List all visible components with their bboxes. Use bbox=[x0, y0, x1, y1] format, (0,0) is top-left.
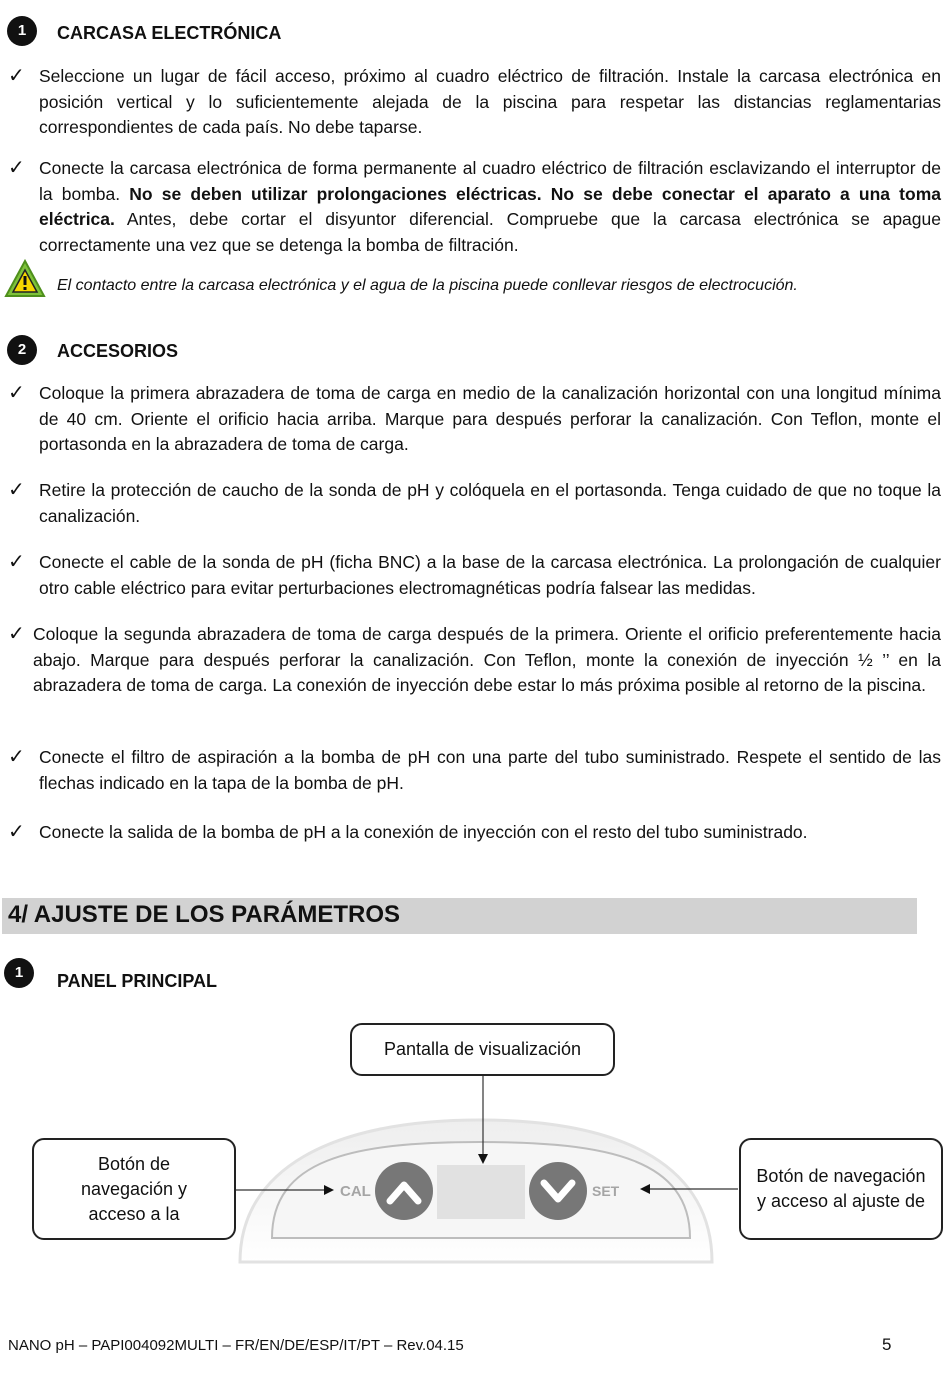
section-title: 4/ AJUSTE DE LOS PARÁMETROS bbox=[8, 901, 401, 928]
down-button bbox=[529, 1162, 587, 1220]
page-number: 5 bbox=[882, 1335, 892, 1354]
check-icon: ✓ bbox=[8, 382, 25, 404]
footer-doc-info: NANO pH – PAPI004092MULTI – FR/EN/DE/ESP/IT/PT – Rev.04.15 bbox=[8, 1337, 464, 1354]
up-button bbox=[375, 1162, 433, 1220]
section-heading: PANEL PRINCIPAL bbox=[57, 971, 218, 991]
section-heading: CARCASA ELECTRÓNICA bbox=[57, 23, 282, 43]
step-number-badge: 1 bbox=[7, 16, 37, 46]
callout-text: Botón de navegación y acceso al ajuste de bbox=[756, 1166, 926, 1211]
check-icon: ✓ bbox=[8, 821, 25, 843]
left-button-callout bbox=[32, 1138, 236, 1240]
check-icon: ✓ bbox=[8, 746, 25, 768]
check-icon: ✓ bbox=[8, 479, 25, 501]
display-callout bbox=[350, 1023, 615, 1076]
paragraph: Seleccione un lugar de fácil acceso, próximo al cuadro eléctrico de filtración. Instale la carcasa electrónica en posición vertical y lo suficientemente alejada de la piscina para respetar las distancias reglamentarias correspondientes de cada país. No debe taparse. bbox=[39, 66, 941, 137]
paragraph: Coloque la segunda abrazadera de toma de carga después de la primera. Oriente el orificio preferentemente hacia abajo. Marque para después perforar la canalización. Con Teflon, monte la conexión de inyección ½ ’’ en la abrazadera de toma de carga. La conexión de inyección debe estar lo más próxima posible al retorno de la piscina. bbox=[33, 624, 941, 695]
check-icon: ✓ bbox=[8, 65, 25, 87]
paragraph-bold-text: No se deben utilizar prolongaciones eléctricas. No se debe conectar el aparato a una toma eléctrica. bbox=[39, 183, 941, 229]
display-screen bbox=[437, 1165, 525, 1219]
callout-text: Botón de navegación y acceso a la bbox=[80, 1153, 188, 1224]
warning-icon bbox=[4, 259, 46, 299]
check-icon: ✓ bbox=[8, 623, 25, 645]
paragraph: Conecte la salida de la bomba de pH a la conexión de inyección con el resto del tubo suministrado. bbox=[39, 822, 808, 842]
paragraph: Coloque la primera abrazadera de toma de carga en medio de la canalización horizontal con una longitud mínima de 40 cm. Oriente el orificio hacia arriba. Marque para después perforar la canalización. Con Teflon, monte el portasonda en la abrazadera de toma de carga. bbox=[39, 383, 941, 454]
paragraph-text: Conecte la carcasa electrónica de forma permanente al cuadro eléctrico de filtración esclavizando el interruptor de la bomba. bbox=[39, 158, 941, 204]
paragraph-text: Antes, debe cortar el disyuntor diferencial. Compruebe que la carcasa electrónica se apague correctamente una vez que se detenga la bomba de filtración. bbox=[39, 209, 941, 255]
section-heading: ACCESORIOS bbox=[57, 341, 179, 361]
callout-text: Pantalla de visualización bbox=[383, 1039, 582, 1059]
paragraph bbox=[39, 156, 941, 258]
step-number-badge: 2 bbox=[7, 335, 37, 365]
right-button-callout bbox=[739, 1138, 943, 1240]
paragraph: Conecte el filtro de aspiración a la bomba de pH con una parte del tubo suministrado. Respete el sentido de las flechas indicado en la tapa de la bomba de pH. bbox=[39, 747, 941, 793]
cal-label: CAL bbox=[340, 1183, 371, 1200]
check-icon: ✓ bbox=[8, 157, 25, 179]
step-number-badge: 1 bbox=[4, 958, 34, 988]
check-icon: ✓ bbox=[8, 551, 25, 573]
paragraph: Retire la protección de caucho de la sonda de pH y colóquela en el portasonda. Tenga cuidado de que no toque la canalización. bbox=[39, 480, 941, 526]
paragraph: Conecte el cable de la sonda de pH (ficha BNC) a la base de la carcasa electrónica. La prolongación de cualquier otro cable eléctrico para evitar perturbaciones electromagnéticas podría falsear las medidas. bbox=[39, 552, 941, 598]
set-label: SET bbox=[592, 1183, 620, 1199]
warning-text: El contacto entre la carcasa electrónica y el agua de la piscina puede conllevar riesgos de electrocución. bbox=[57, 277, 798, 294]
